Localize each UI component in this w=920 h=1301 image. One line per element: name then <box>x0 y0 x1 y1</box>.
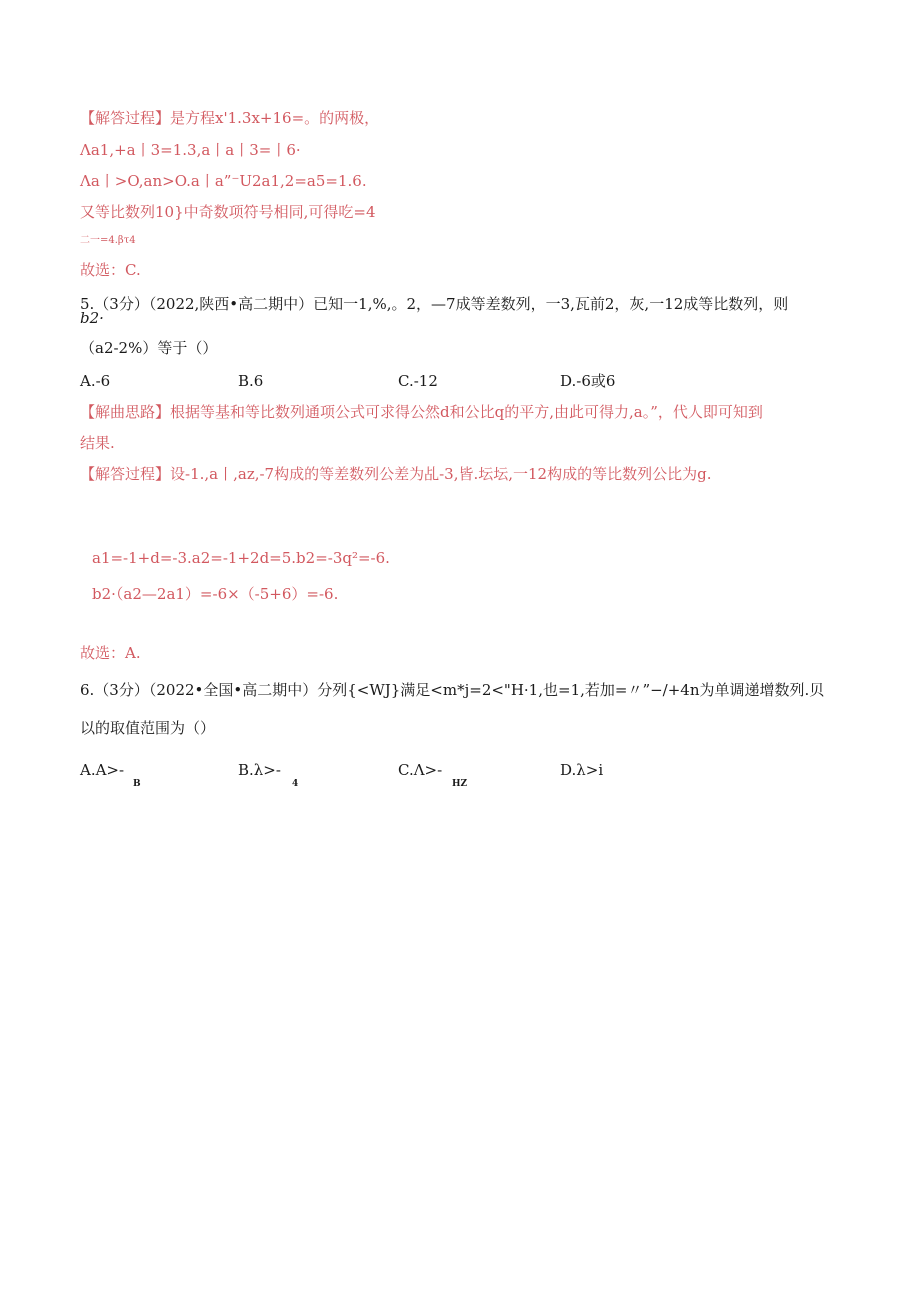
q5-answer: 故选：A. <box>80 644 141 662</box>
prev-step-2: Λa丨>O,an>O.a丨a”⁻U2a1,2=a5=1.6. <box>80 172 367 190</box>
process-tag: 【解答过程】 <box>80 109 171 127</box>
prev-step-4: 二一=4.βτ4 <box>80 235 136 246</box>
q5-stem-line1: 5.（3分）（2022,陕西•高二期中）已知一1,%,。2，—7成等差数列，一3,瓦前2，灰,一12成等比数列，则 <box>80 295 789 313</box>
prev-answer: 故选：C. <box>80 261 141 279</box>
q5-idea-line2: 结果. <box>80 434 115 452</box>
prev-step-3: 又等比数列10}中奇数项符号相同,可得吃=4 <box>80 203 376 221</box>
q5-option-d: D.-6或6 <box>560 372 616 390</box>
q5-stem-line2: （a2-2%）等于（） <box>80 339 218 357</box>
q5-option-c: C.-12 <box>398 372 438 390</box>
q5-formula-1: a1=-1+d=-3.a2=-1+2d=5.b2=-3q²=-6. <box>92 549 390 567</box>
q6-option-d: D.λ>i <box>560 761 604 779</box>
q5-option-a: A.-6 <box>80 372 111 390</box>
q5-process-line <box>80 464 711 484</box>
q5-stem-tail: b2· <box>80 309 104 327</box>
q6-option-c-sub: HZ <box>452 779 468 789</box>
q6-option-a: A.A>- <box>80 761 125 779</box>
q5-idea-line1 <box>80 402 763 422</box>
prev-step-1: Λa1,+a丨3=1.3,a丨a丨3=丨6· <box>80 141 301 159</box>
q6-stem-line2: 以的取值范围为（） <box>80 719 216 737</box>
idea-text: 根据等基和等比数列通项公式可求得公然d和公比q的平方,由此可得力,a。”，代人即可知到 <box>170 403 763 421</box>
q6-stem-line1: 6.（3分）（2022•全国•高二期中）分列{<WJ}满足<m*j=2<"H·1,也=1,若加=〃”−/+4n为单调递增数列.贝 <box>80 681 825 699</box>
process-text: 是方程x'1.3x+16=。的两极， <box>170 109 380 127</box>
q6-option-b-sub: 4 <box>292 779 299 789</box>
q5-option-b: B.6 <box>238 372 264 390</box>
q5-formula-2: b2·（a2—2a1）=-6×（-5+6）=-6. <box>92 585 339 603</box>
q6-option-a-sub: B <box>133 779 141 789</box>
process-text: 设-1.,a丨,az,-7构成的等差数列公差为乩-3,皆.坛坛,一12构成的等比数列公比为g. <box>170 465 712 483</box>
q6-option-c: C.Λ>- <box>398 761 443 779</box>
process-tag: 【解答过程】 <box>80 465 171 483</box>
q6-option-b: B.λ>- <box>238 761 281 779</box>
prev-process-line <box>80 108 379 128</box>
idea-tag: 【解曲思路】 <box>80 403 171 421</box>
